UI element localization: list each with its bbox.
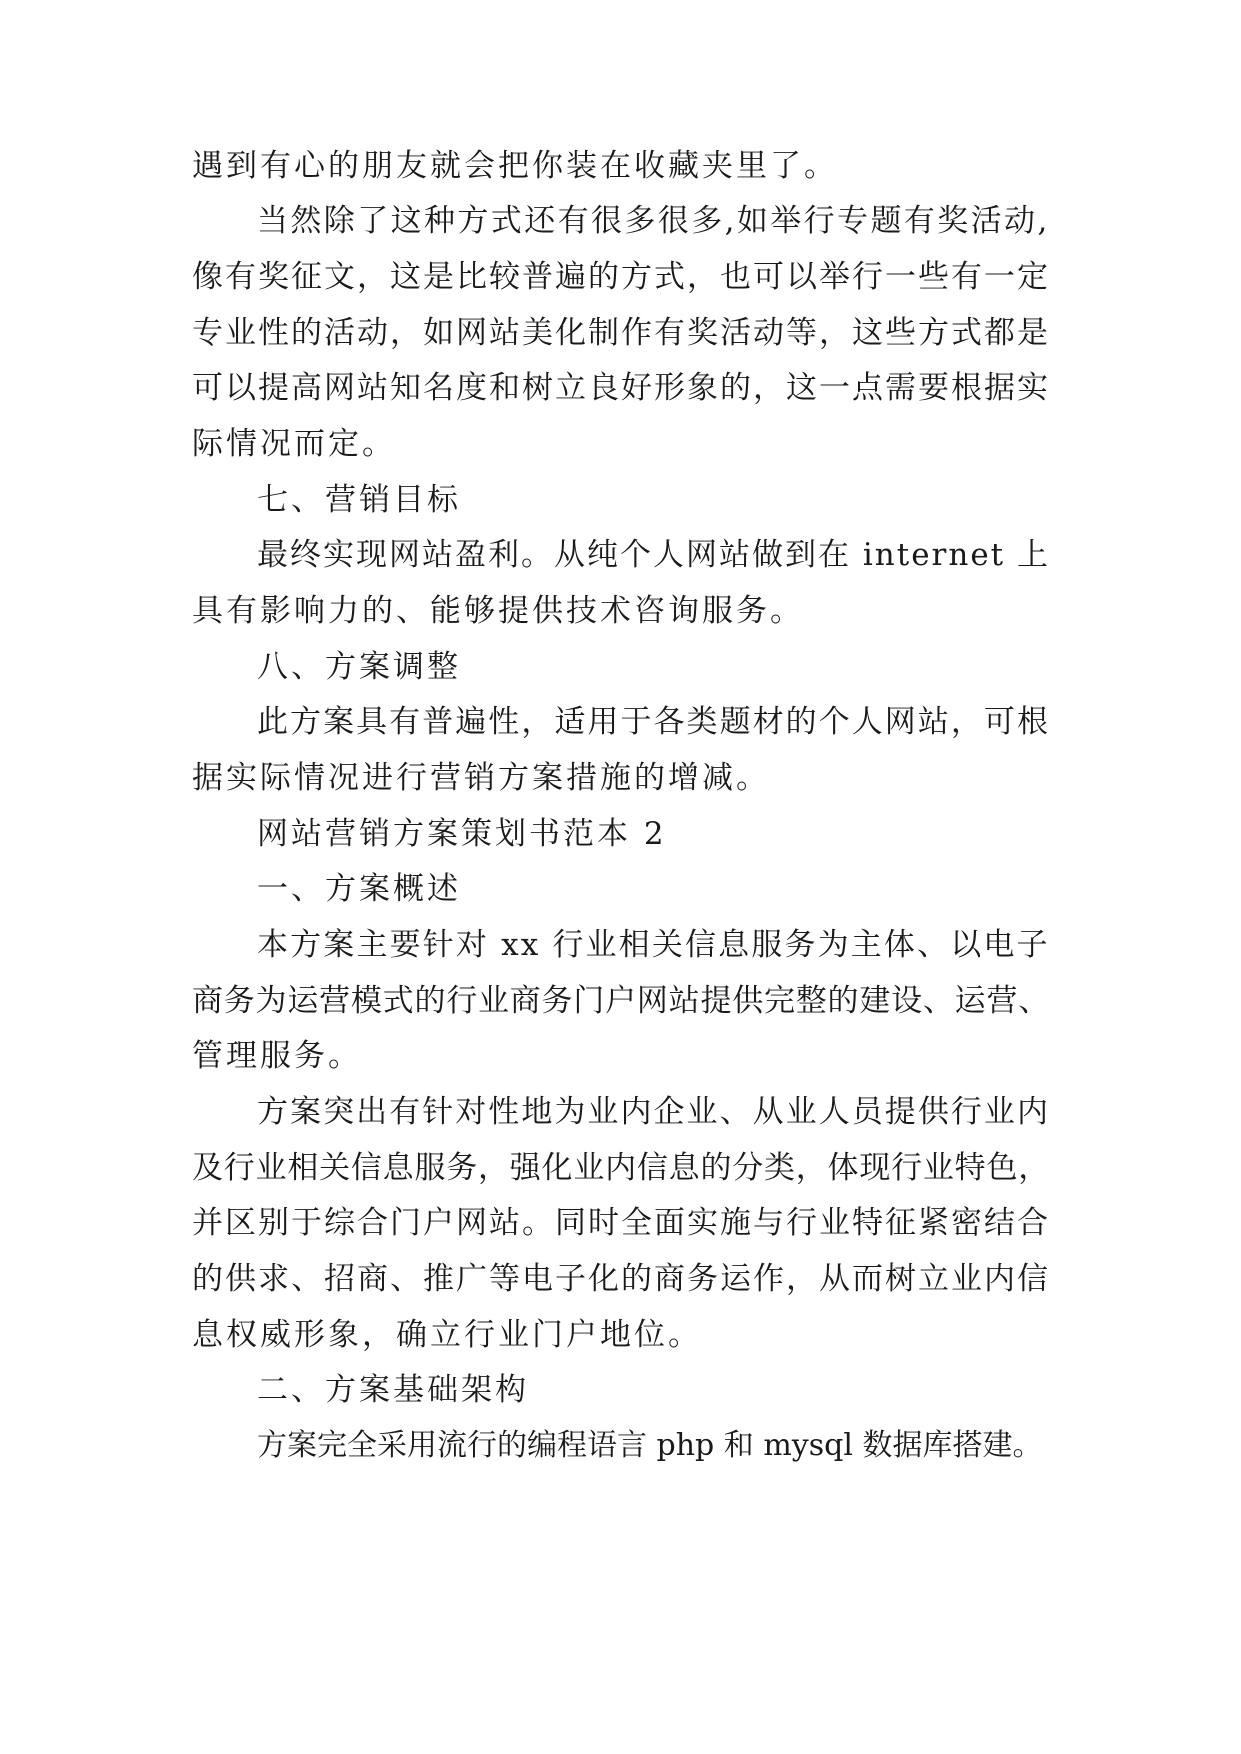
text-line: 据实际情况进行营销方案措施的增减。 bbox=[192, 760, 770, 796]
text-line: 商务为运营模式的行业商务门户网站提供完整的建设、运营、 bbox=[192, 983, 1050, 1019]
section-heading: 七、营销目标 bbox=[257, 482, 461, 518]
text-line: 际情况而定。 bbox=[192, 426, 396, 462]
text-line: 具有影响力的、能够提供技术咨询服务。 bbox=[192, 593, 804, 629]
text-line: 此方案具有普遍性，适用于各类题材的个人网站，可根 bbox=[257, 704, 1050, 740]
text-line: 当然除了这种方式还有很多很多,如举行专题有奖活动, bbox=[257, 203, 1050, 239]
section-heading: 二、方案基础架构 bbox=[257, 1372, 529, 1408]
text-line: 本方案主要针对 xx 行业相关信息服务为主体、以电子 bbox=[257, 927, 1050, 963]
section-heading: 八、方案调整 bbox=[257, 649, 461, 685]
text-line: 专业性的活动，如网站美化制作有奖活动等，这些方式都是 bbox=[192, 315, 1050, 351]
text-line: 及行业相关信息服务，强化业内信息的分类，体现行业特色， bbox=[192, 1150, 1050, 1186]
text-line: 像有奖征文，这是比较普遍的方式，也可以举行一些有一定 bbox=[192, 259, 1050, 295]
text-line: 息权威形象，确立行业门户地位。 bbox=[192, 1317, 702, 1353]
text-line: 管理服务。 bbox=[192, 1038, 362, 1074]
text-line: 可以提高网站知名度和树立良好形象的，这一点需要根据实 bbox=[192, 370, 1050, 406]
section-heading: 一、方案概述 bbox=[257, 871, 461, 907]
document-title: 网站营销方案策划书范本 2 bbox=[257, 816, 667, 852]
text-line: 方案完全采用流行的编程语言 php 和 mysql 数据库搭建。 bbox=[257, 1428, 1043, 1463]
text-line: 最终实现网站盈利。从纯个人网站做到在 internet 上 bbox=[257, 537, 1050, 573]
text-line: 方案突出有针对性地为业内企业、从业人员提供行业内 bbox=[257, 1094, 1050, 1130]
text-line: 的供求、招商、推广等电子化的商务运作，从而树立业内信 bbox=[192, 1261, 1050, 1297]
text-line: 并区别于综合门户网站。同时全面实施与行业特征紧密结合 bbox=[192, 1205, 1050, 1241]
text-line: 遇到有心的朋友就会把你装在收藏夹里了。 bbox=[192, 148, 838, 184]
